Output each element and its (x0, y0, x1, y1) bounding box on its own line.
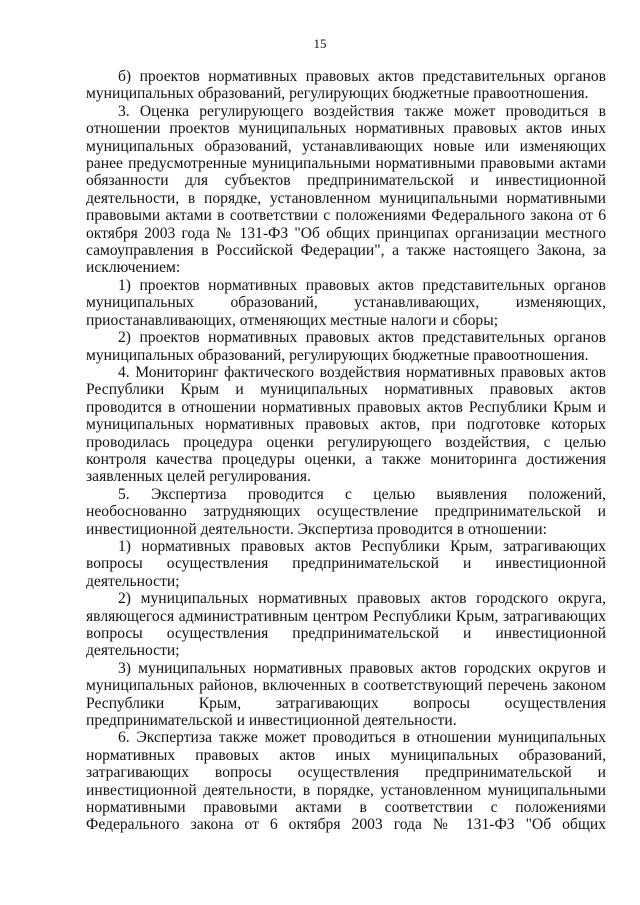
paragraph-5-1-crimea-acts: 1) нормативных правовых актов Республики Крым, затрагивающих вопросы осуществления предпринимательской и инвестиционной деятельности; (86, 537, 606, 590)
paragraph-3-municipal-rve: 3. Оценка регулирующего воздействия также может проводиться в отношении проектов муниципальных нормативных правовых актов иных муниципальных образований, устанавливающих новые или изменяющих ранее предусмотренные муниципальными нормативными правовыми актами обязанности для субъектов предпринимательской и инвестиционной деятельности, в порядке, установленном муниципальными нормативными правовыми актами в соответствии с положениями Федерального закона от 6 октября 2003 года № 131-ФЗ "Об общих принципах организации местного самоуправления в Российской Федерации", а также настоящего Закона, за исключением: (86, 102, 606, 277)
paragraph-4-monitoring: 4. Мониторинг фактического воздействия нормативных правовых актов Республики Крым и муниципальных нормативных правовых актов проводится в отношении нормативных правовых актов Республики Крым и муниципальных нормативных правовых актов, при подготовке которых проводилась процедура оценки регулирующего воздействия, с целью контроля качества процедуры оценки, а также мониторинга достижения заявленных целей регулирования. (86, 363, 606, 486)
page-number: 15 (313, 36, 327, 51)
paragraph-3-2-budget-acts: 2) проектов нормативных правовых актов представительных органов муниципальных образований, регулирующих бюджетные правоотношения. (86, 329, 606, 364)
paragraph-5-3-municipal-acts: 3) муниципальных нормативных правовых актов городских округов и муниципальных районов, включенных в соответствующий перечень законом Республики Крым, затрагивающих вопросы осуществления предпринимательской и инвестиционной деятельности. (86, 659, 606, 730)
paragraph-3-1-tax-acts: 1) проектов нормативных правовых актов представительных органов муниципальных образований, устанавливающих, изменяющих, приостанавливающих, отменяющих местные налоги и сборы; (86, 276, 606, 329)
document-body (86, 68, 606, 834)
paragraph-5-expertise: 5. Экспертиза проводится с целью выявления положений, необоснованно затрудняющих осуществление предпринимательской и инвестиционной деятельности. Экспертиза проводится в отношении: (86, 485, 606, 538)
paragraph-b-budget-acts: б) проектов нормативных правовых актов представительных органов муниципальных образований, регулирующих бюджетные правоотношения. (86, 68, 606, 103)
paragraph-6-expertise-other: 6. Экспертиза также может проводиться в отношении муниципальных нормативных правовых актов иных муниципальных образований, затрагивающих вопросы осуществления предпринимательской и инвестиционной деятельности, в порядке, установленном муниципальными нормативными правовыми актами в соответствии с положениями Федерального закона от 6 октября 2003 года № 131-ФЗ "Об общих (86, 729, 606, 834)
paragraph-5-2-city-district-acts: 2) муниципальных нормативных правовых актов городского округа, являющегося административным центром Республики Крым, затрагивающих вопросы осуществления предпринимательской и инвестиционной деятельности; (86, 590, 606, 660)
